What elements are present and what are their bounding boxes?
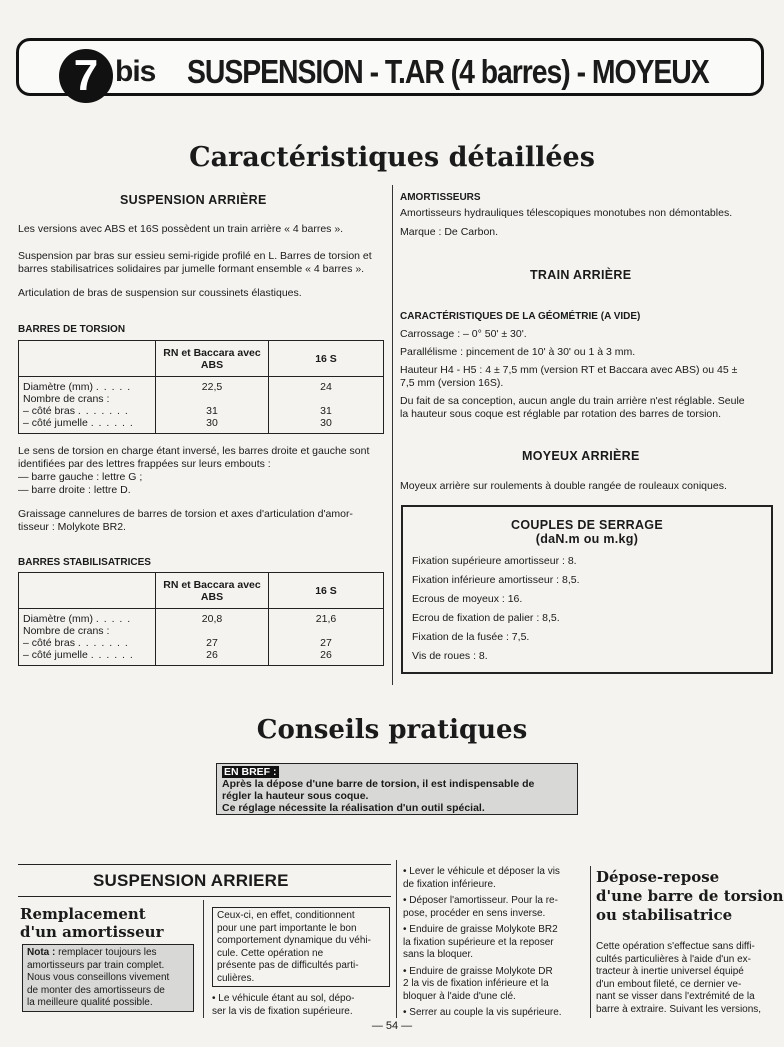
- moyeux-desc: Moyeux arrière sur roulements à double rangée de rouleaux coniques.: [400, 480, 727, 492]
- couples-item: Vis de roues : 8.: [412, 650, 488, 662]
- nota-label: Nota :: [27, 947, 56, 958]
- paragraph-graissage: Graissage cannelures de barres de torsion et axes d'articulation d'amor- tisseur : Molykote BR2.: [18, 508, 353, 533]
- nota-box: Nota : remplacer toujours les amortisseurs par train complet. Nous vous conseillons vivement de monter des amortisseurs de la meilleure qualité possible.: [22, 944, 194, 1012]
- chapter-number-badge: 7: [59, 49, 113, 103]
- torsion-table: RN et Baccara avec ABS 16 S Diamètre (mm) . . . . . Nombre de crans : – côté bras . . . . . . . – côté jumelle . . . . . . 22,5 31 30 24 31 30: [18, 340, 384, 434]
- chapter-banner: [16, 38, 764, 100]
- couples-subtitle: (daN.m ou m.kg): [535, 532, 639, 546]
- bottom-col-divider-1: [203, 900, 204, 1018]
- couples-item: Fixation supérieure amortisseur : 8.: [412, 555, 577, 567]
- depose-repose-title: Dépose-repose d'une barre de torsion ou stabilisatrice: [596, 868, 784, 924]
- amortisseurs-title: AMORTISSEURS: [400, 192, 481, 203]
- couples-item: Fixation inférieure amortisseur : 8,5.: [412, 574, 580, 586]
- col2-bullet-1: • Le véhicule étant au sol, dépo- ser la vis de fixation supérieure.: [212, 993, 355, 1017]
- en-bref-box: EN BREF : Après la dépose d'une barre de torsion, il est indispensable de régler la hauteur sous coque. Ce réglage nécessite la réalisation d'un outil spécial.: [216, 763, 578, 815]
- stab-col2-header: 16 S: [269, 573, 384, 609]
- stab-col1-header: RN et Baccara avec ABS: [156, 573, 269, 609]
- geometrie-carrossage: Carrossage : – 0° 50' ± 30'.: [400, 328, 527, 340]
- section-title-conseils: Conseils pratiques: [256, 715, 528, 745]
- torsion-col2-header: 16 S: [269, 341, 384, 377]
- barres-stabilisatrices-title: BARRES STABILISATRICES: [18, 557, 151, 568]
- bottom-col-divider-2: [396, 860, 397, 1018]
- paragraph-articulation: Articulation de bras de suspension sur coussinets élastiques.: [18, 287, 302, 299]
- ceux-ci-box: Ceux-ci, en effet, conditionnent pour une part importante le bon comportement dynamique du véhi- cule. Cette opération ne présente pas de difficultés parti- culières.: [212, 907, 390, 987]
- heading-rule-top: [18, 864, 391, 865]
- couples-list: [403, 552, 771, 666]
- heading-rule-bottom: [18, 896, 391, 897]
- depose-repose-text: Cette opération s'effectue sans diffi- cultés particulières à l'aide d'un ex- tracteur à inertie universel équipé d'un embout fileté, ce dernier ve- nant se visser dans l'extrémité de la barre à extraire. Suivant les versions,: [596, 941, 762, 1015]
- col3-instructions: • Lever le véhicule et déposer la vis de fixation inférieure. • Déposer l'amortisseur. Pour la re- pose, procéder en sens inverse. • Enduire de graisse Molykote BR2 la fixation supérieure et la reposer sans la bloquer. • Enduire de graisse Molykote DR 2 la vis de fixation inférieure et la bloquer à l'aide d'une clé. • Serrer au couple la vis supérieure.: [403, 866, 562, 1018]
- column-divider: [392, 185, 393, 685]
- bottom-col-divider-3: [590, 866, 591, 1018]
- chapter-suffix: bis: [115, 55, 156, 88]
- paragraph-sens-torsion: Le sens de torsion en charge étant inversé, les barres droite et gauche sont identifiées par des lettres frappées sur leurs embouts : — barre gauche : lettre G ; — barre droite : lettre D.: [18, 445, 370, 496]
- paragraph-suspension: Suspension par bras sur essieu semi-rigide profilé en L. Barres de torsion et barres stabilisatrices solidaires par jumelle formant ensemble « 4 barres ».: [18, 250, 372, 275]
- torsion-col1-header: RN et Baccara avec ABS: [156, 341, 269, 377]
- geometrie-parallelisme: Parallélisme : pincement de 10' à 30' ou 1 à 3 mm.: [400, 346, 636, 358]
- section-title-caracteristiques: Caractéristiques détaillées: [189, 142, 595, 173]
- chapter-title: SUSPENSION - T.AR (4 barres) - MOYEUX: [187, 53, 709, 90]
- couples-item: Ecrou de fixation de palier : 8,5.: [412, 612, 560, 624]
- en-bref-label: EN BREF :: [224, 766, 277, 778]
- amortisseurs-marque: Marque : De Carbon.: [400, 226, 499, 238]
- couples-item: Ecrous de moyeux : 16.: [412, 593, 523, 605]
- paragraph-versions: Les versions avec ABS et 16S possèdent un train arrière « 4 barres ».: [18, 223, 344, 235]
- couples-serrage-box: [401, 505, 773, 674]
- barres-torsion-title: BARRES DE TORSION: [18, 324, 126, 335]
- suspension-arriere-bottom-heading: SUSPENSION ARRIERE: [93, 871, 289, 890]
- couples-item: Fixation de la fusée : 7,5.: [412, 631, 530, 643]
- remplacement-title: Remplacement d'un amortisseur: [20, 905, 164, 941]
- couples-title: COUPLES DE SERRAGE: [511, 518, 663, 532]
- geometrie-hauteur: Hauteur H4 - H5 : 4 ± 7,5 mm (version RT et Baccara avec ABS) ou 45 ± 7,5 mm (version 16S).: [400, 364, 738, 389]
- geometrie-title: CARACTÉRISTIQUES DE LA GÉOMÉTRIE (A VIDE): [400, 311, 641, 322]
- stabilisatrices-table: RN et Baccara avec ABS 16 S Diamètre (mm) . . . . . Nombre de crans : – côté bras . . . . . . . – côté jumelle . . . . . . 20,8 27 26 21,6 27 26: [18, 572, 384, 666]
- page-number: — 54 —: [371, 1020, 413, 1032]
- geometrie-conception: Du fait de sa conception, aucun angle du train arrière n'est réglable. Seule la hauteur sous coque est réglable par rotation des barres de torsion.: [400, 395, 745, 420]
- suspension-arriere-heading: SUSPENSION ARRIÈRE: [120, 193, 267, 207]
- train-arriere-heading: TRAIN ARRIÈRE: [530, 268, 632, 282]
- moyeux-arriere-heading: MOYEUX ARRIÈRE: [522, 449, 640, 463]
- amortisseurs-desc: Amortisseurs hydrauliques télescopiques monotubes non démontables.: [400, 207, 733, 219]
